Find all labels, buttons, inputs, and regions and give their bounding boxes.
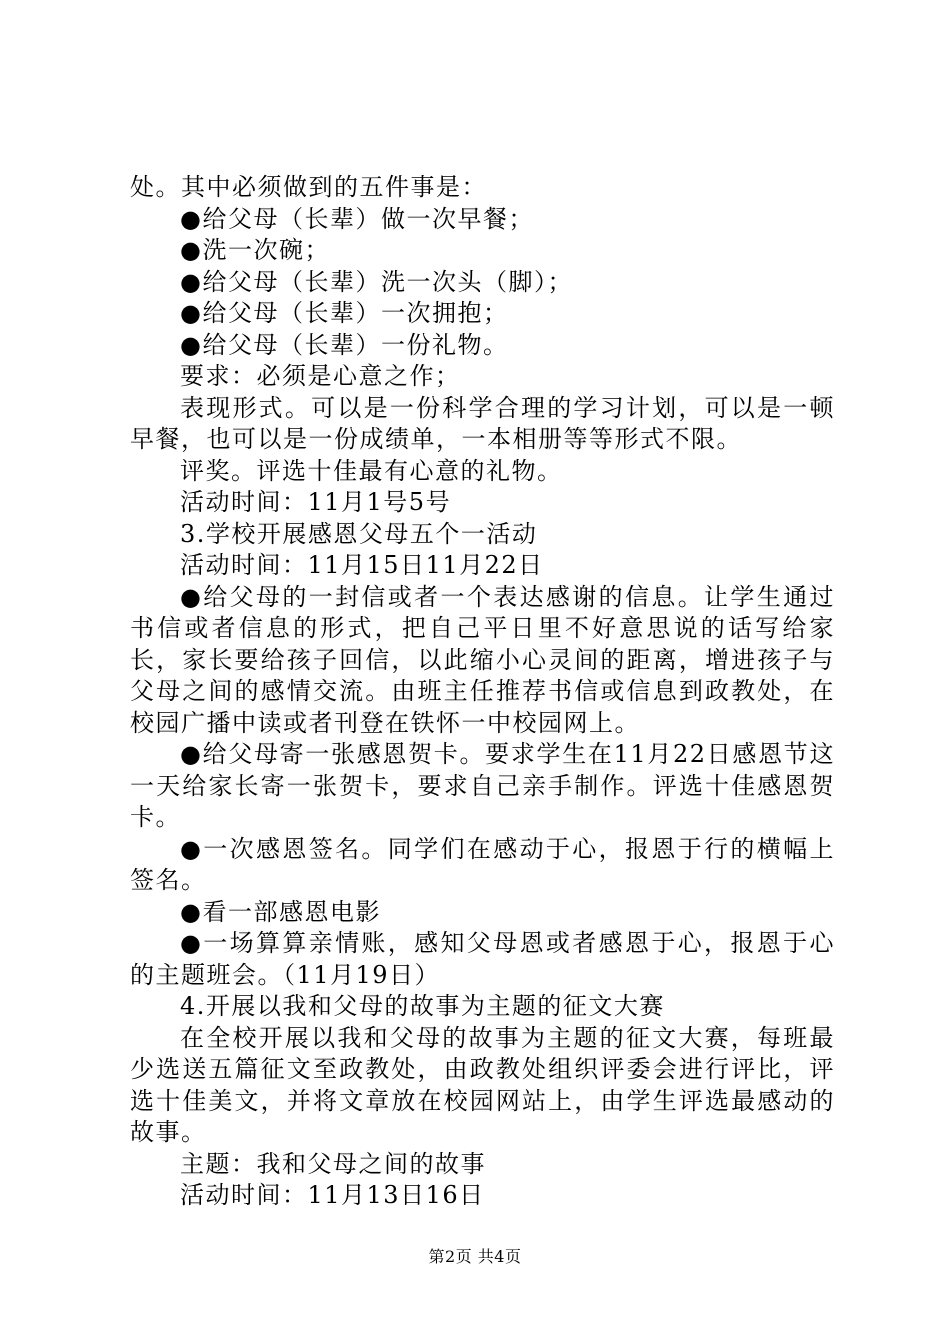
document-body [130, 172, 835, 1212]
paragraph: 在全校开展以我和父母的故事为主题的征文大赛，每班最少选送五篇征文至政教处，由政教处组织评委会进行评比，评选十佳美文，并将文章放在校园网站上，由学生评选最感动的故事。 [130, 1023, 835, 1146]
list-item: ●洗一次碗； [180, 236, 330, 264]
list-item: ●一场算算亲情账，感知父母恩或者感恩于心，报恩于心的主题班会。（11月19日） [130, 929, 835, 989]
paragraph: 表现形式。可以是一份科学合理的学习计划，可以是一顿早餐，也可以是一份成绩单，一本相册等等形式不限。 [130, 393, 835, 453]
list-item: ●给父母寄一张感恩贺卡。要求学生在11月22日感恩节这一天给家长寄一张贺卡，要求自己亲手制作。评选十佳感恩贺卡。 [130, 740, 835, 831]
list-item: ●一次感恩签名。同学们在感动于心，报恩于行的横幅上签名。 [130, 834, 835, 894]
page-footer: 第2页 共4页 [428, 1247, 522, 1266]
paragraph: 活动时间：11月15日11月22日 [180, 551, 544, 579]
list-item: ●给父母（长辈）做一次早餐； [180, 204, 534, 233]
paragraph: 主题：我和父母之间的故事 [180, 1149, 486, 1178]
section-heading: 3.学校开展感恩父母五个一活动 [180, 519, 538, 548]
list-item: ●给父母的一封信或者一个表达感谢的信息。让学生通过书信或者信息的形式，把自己平日里不好意思说的话写给家长，家长要给孩子回信，以此缩小心灵间的距离，增进孩子与父母之间的感情交流。由班主任推荐书信或信息到政教处，在校园广播中读或者刊登在铁怀一中校园网上。 [130, 582, 835, 737]
list-item: ●给父母（长辈）一份礼物。 [180, 330, 509, 359]
paragraph: 活动时间：11月13日16日 [180, 1181, 485, 1209]
paragraph: 要求：必须是心意之作； [180, 362, 461, 390]
list-item: ●看一部感恩电影 [180, 897, 381, 926]
list-item: ●给父母（长辈）一次拥抱； [180, 299, 509, 327]
section-heading: 4.开展以我和父母的故事为主题的征文大赛 [180, 992, 665, 1020]
paragraph: 活动时间：11月1号5号 [180, 488, 452, 516]
paragraph: 评奖。评选十佳最有心意的礼物。 [180, 456, 563, 485]
paragraph: 处。其中必须做到的五件事是： [130, 173, 487, 201]
list-item: ●给父母（长辈）洗一次头（脚）； [180, 267, 573, 296]
